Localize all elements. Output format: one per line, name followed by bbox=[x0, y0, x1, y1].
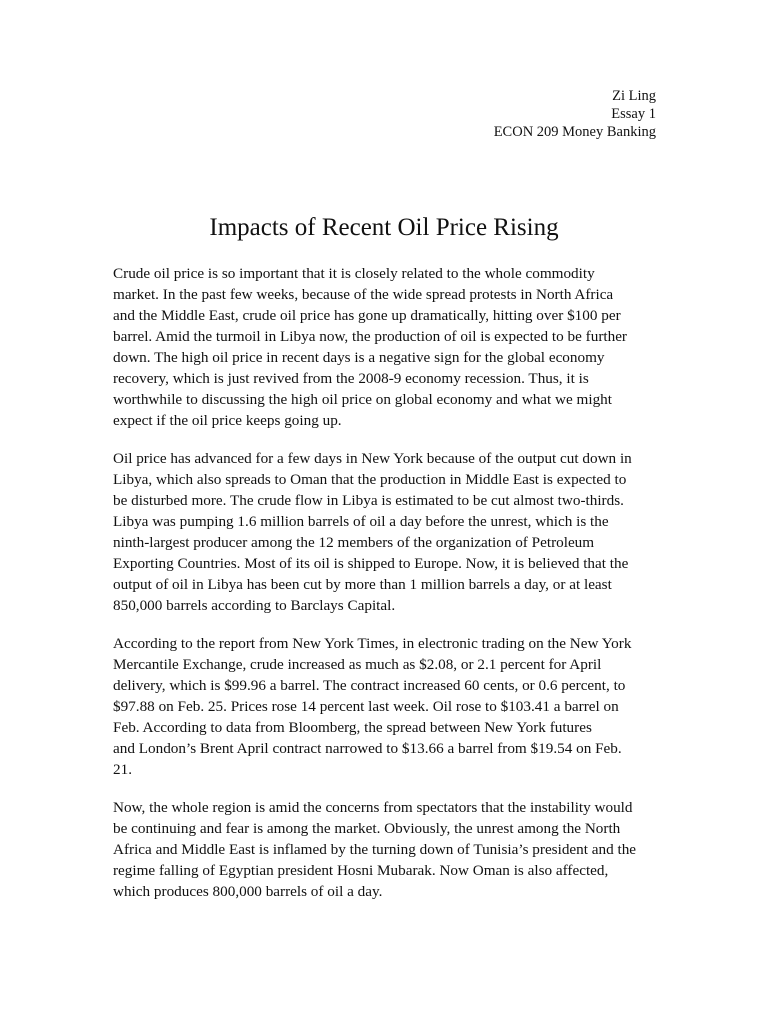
essay-header bbox=[494, 87, 656, 141]
text-line: be continuing and fear is among the market. Obviously, the unrest among the North bbox=[113, 820, 621, 837]
essay-body bbox=[113, 263, 658, 919]
text-line: regime falling of Egyptian president Hosni Mubarak. Now Oman is also affected, bbox=[113, 862, 609, 879]
text-line: Libya was pumping 1.6 million barrels of oil a day before the unrest, which is the bbox=[113, 513, 609, 530]
paragraph-4 bbox=[113, 797, 658, 902]
course-name: ECON 209 Money Banking bbox=[493, 124, 656, 140]
text-line: Mercantile Exchange, crude increased as much as $2.08, or 2.1 percent for April bbox=[113, 656, 602, 673]
paragraph-2 bbox=[113, 448, 658, 616]
text-line: barrel. Amid the turmoil in Libya now, the production of oil is expected to be further bbox=[113, 328, 627, 345]
text-line: ninth-largest producer among the 12 members of the organization of Petroleum bbox=[113, 534, 595, 551]
text-line: Feb. According to data from Bloomberg, the spread between New York futures bbox=[113, 719, 592, 736]
text-line: recovery, which is just revived from the 2008-9 economy recession. Thus, it is bbox=[113, 370, 589, 387]
text-line: which produces 800,000 barrels of oil a day. bbox=[113, 883, 383, 900]
author-name: Zi Ling bbox=[612, 88, 656, 104]
text-line: down. The high oil price in recent days is a negative sign for the global economy bbox=[113, 349, 605, 366]
assignment-label: Essay 1 bbox=[611, 106, 656, 122]
text-line: Exporting Countries. Most of its oil is shipped to Europe. Now, it is believed that the bbox=[113, 555, 629, 572]
text-line: worthwhile to discussing the high oil price on global economy and what we might bbox=[113, 391, 612, 408]
paragraph-3 bbox=[113, 633, 658, 780]
text-line: 850,000 barrels according to Barclays Capital. bbox=[113, 597, 396, 614]
text-line: and the Middle East, crude oil price has gone up dramatically, hitting over $100 per bbox=[113, 307, 621, 324]
text-line: be disturbed more. The crude flow in Libya is estimated to be cut almost two-thirds. bbox=[113, 492, 624, 509]
paragraph-1 bbox=[113, 263, 658, 431]
text-line: Crude oil price is so important that it is closely related to the whole commodity bbox=[113, 265, 595, 282]
essay-title: Impacts of Recent Oil Price Rising bbox=[209, 214, 559, 241]
text-line: expect if the oil price keeps going up. bbox=[113, 412, 342, 429]
text-line: Oil price has advanced for a few days in New York because of the output cut down in bbox=[113, 450, 632, 467]
text-line: Africa and Middle East is inflamed by the turning down of Tunisia’s president and the bbox=[113, 841, 637, 858]
text-line: Libya, which also spreads to Oman that the production in Middle East is expected to bbox=[113, 471, 627, 488]
text-line: $97.88 on Feb. 25. Prices rose 14 percent last week. Oil rose to $103.41 a barrel on bbox=[113, 698, 619, 715]
text-line: 21. bbox=[113, 761, 132, 778]
text-line: Now, the whole region is amid the concerns from spectators that the instability would bbox=[113, 799, 633, 816]
text-line: market. In the past few weeks, because of the wide spread protests in North Africa bbox=[113, 286, 614, 303]
text-line: delivery, which is $99.96 a barrel. The contract increased 60 cents, or 0.6 percent, to bbox=[113, 677, 626, 694]
text-line: output of oil in Libya has been cut by more than 1 million barrels a day, or at least bbox=[113, 576, 612, 593]
text-line: According to the report from New York Times, in electronic trading on the New York bbox=[113, 635, 632, 652]
text-line: and London’s Brent April contract narrowed to $13.66 a barrel from $19.54 on Feb. bbox=[113, 740, 622, 757]
